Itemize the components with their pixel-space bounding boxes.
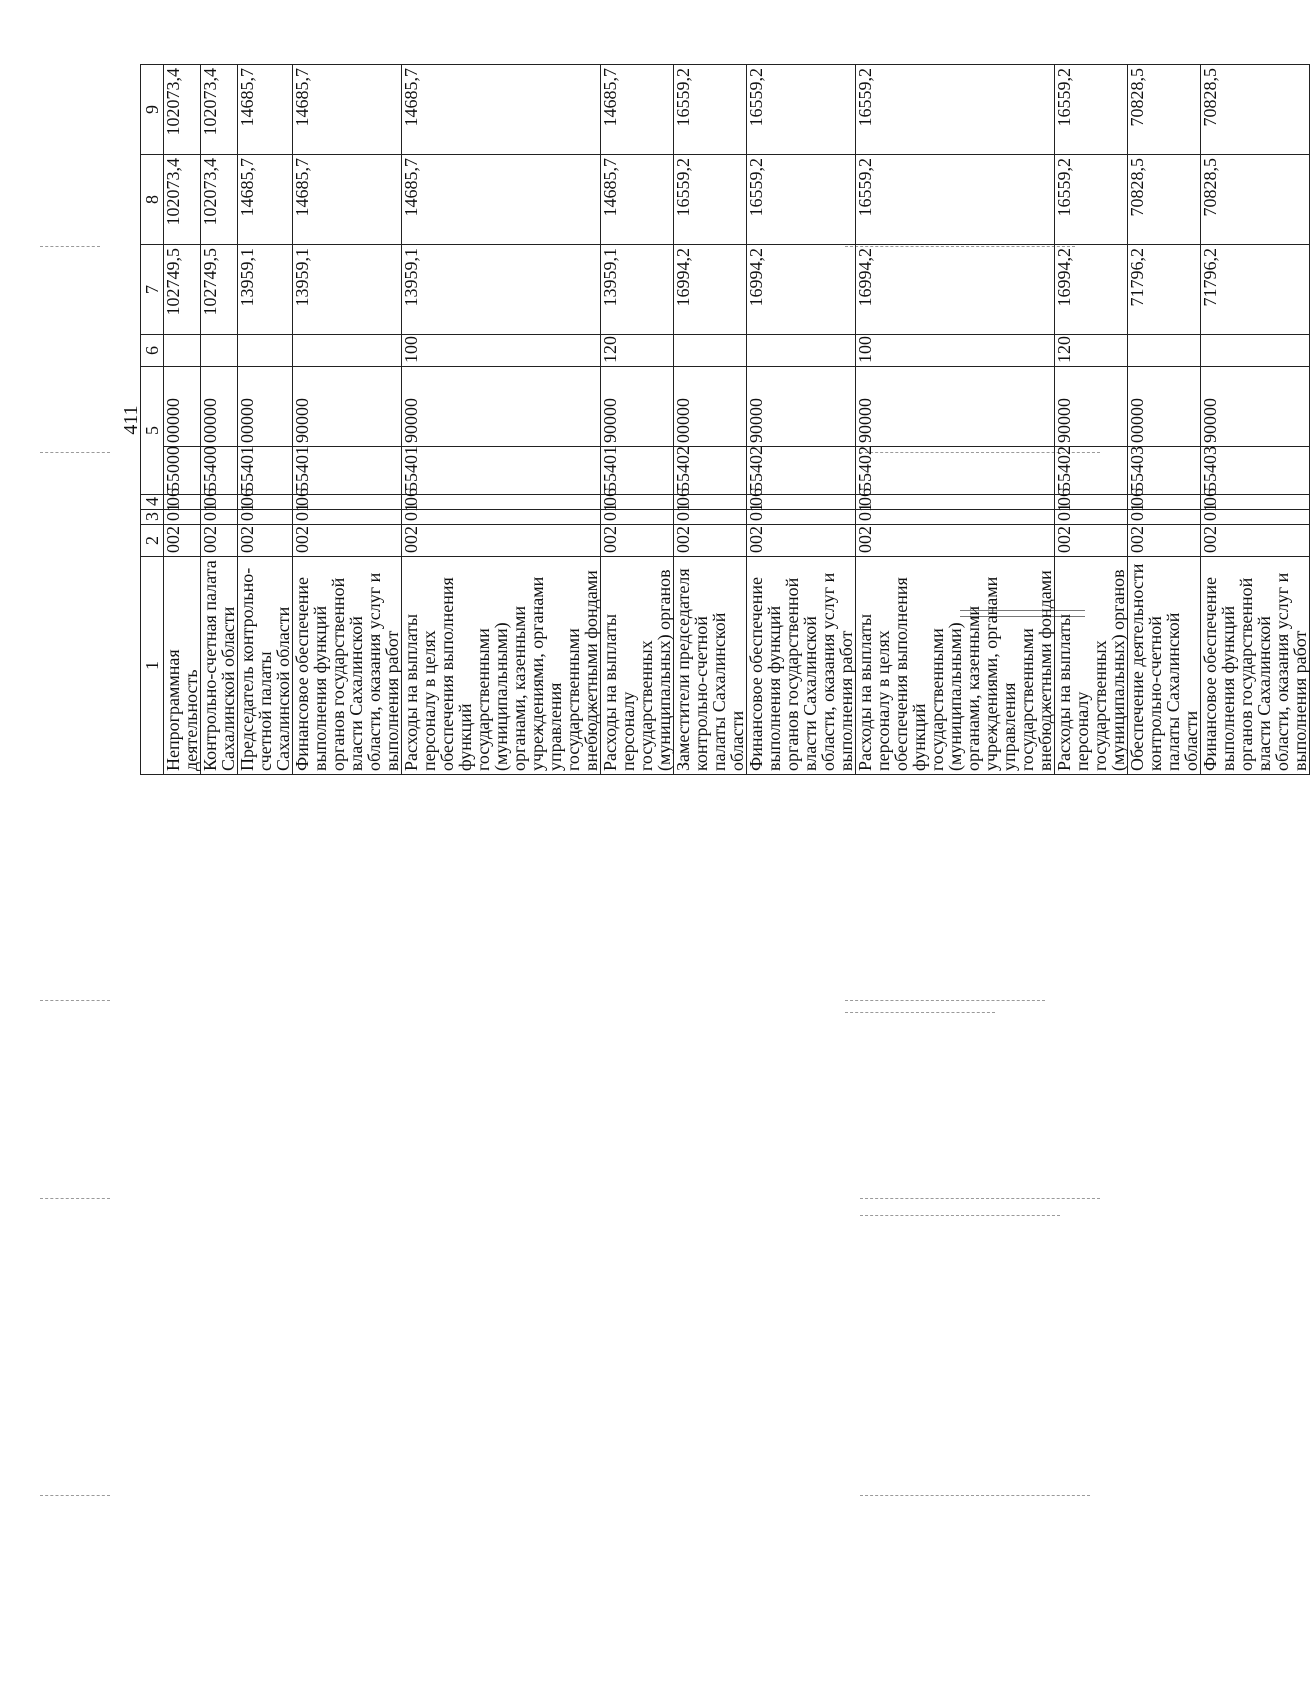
row-c4: 06 — [1055, 495, 1128, 510]
row-c9: 70828,5 — [1128, 65, 1201, 155]
row-c9: 14685,7 — [402, 65, 601, 155]
row-c2: 002 — [201, 525, 238, 557]
row-c7: 13959,1 — [601, 245, 674, 335]
row-c4: 06 — [164, 495, 201, 510]
row-name: Расходы на выплаты персоналу государственных (муниципальных) органов — [601, 557, 674, 775]
row-c5b: 90000 — [747, 367, 856, 447]
row-c5a: 55000 — [164, 447, 201, 495]
row-c4: 06 — [293, 495, 402, 510]
row-c7: 102749,5 — [201, 245, 238, 335]
table-row — [201, 65, 238, 775]
row-c3: 01 — [747, 510, 856, 525]
row-c4: 06 — [238, 495, 293, 510]
row-c8: 70828,5 — [1201, 155, 1310, 245]
row-c4: 06 — [601, 495, 674, 510]
table-row — [856, 65, 1055, 775]
table-row — [674, 65, 747, 775]
row-c9: 14685,7 — [238, 65, 293, 155]
row-c5a: 55402 — [747, 447, 856, 495]
row-c8: 14685,7 — [402, 155, 601, 245]
row-c3: 01 — [1128, 510, 1201, 525]
row-c6 — [201, 335, 238, 367]
row-c6: 120 — [1055, 335, 1128, 367]
row-c3: 01 — [601, 510, 674, 525]
scan-line — [40, 1495, 110, 1496]
table-row — [402, 65, 601, 775]
row-c9: 70828,5 — [1201, 65, 1310, 155]
row-c4: 06 — [1201, 495, 1310, 510]
budget-table — [140, 64, 1310, 775]
row-c7: 16994,2 — [1055, 245, 1128, 335]
row-c6 — [293, 335, 402, 367]
row-c2: 002 — [402, 525, 601, 557]
row-c5a: 55400 — [201, 447, 238, 495]
row-c5a: 55402 — [856, 447, 1055, 495]
row-c5a: 55402 — [1055, 447, 1128, 495]
row-c7: 13959,1 — [402, 245, 601, 335]
table-row — [1055, 65, 1128, 775]
table-row — [1201, 65, 1310, 775]
row-c5a: 55401 — [601, 447, 674, 495]
row-c5b: 00000 — [201, 367, 238, 447]
row-c5a: 55403 — [1128, 447, 1201, 495]
row-c3: 01 — [1055, 510, 1128, 525]
header-cell: 2 — [141, 525, 164, 557]
header-cell: 3 — [141, 510, 164, 525]
row-c4: 06 — [856, 495, 1055, 510]
row-name: Контрольно-счетная палата Сахалинской области — [201, 557, 238, 775]
row-c6 — [1128, 335, 1201, 367]
row-c3: 01 — [164, 510, 201, 525]
header-cell: 8 — [141, 155, 164, 245]
row-c9: 16559,2 — [856, 65, 1055, 155]
row-c4: 06 — [674, 495, 747, 510]
page-number: 411 — [120, 405, 142, 435]
row-c5a: 55403 — [1201, 447, 1310, 495]
table-row — [238, 65, 293, 775]
row-c9: 16559,2 — [674, 65, 747, 155]
row-c7: 16994,2 — [747, 245, 856, 335]
row-c2: 002 — [1128, 525, 1201, 557]
row-c7: 13959,1 — [238, 245, 293, 335]
row-c9: 102073,4 — [201, 65, 238, 155]
row-c8: 16559,2 — [1055, 155, 1128, 245]
header-cell: 1 — [141, 557, 164, 775]
row-name: Расходы на выплаты персоналу государственных (муниципальных) органов — [1055, 557, 1128, 775]
row-c6 — [747, 335, 856, 367]
scan-line — [845, 1000, 1045, 1001]
row-c5b: 90000 — [1055, 367, 1128, 447]
row-c4: 06 — [1128, 495, 1201, 510]
scan-line — [860, 1495, 1090, 1496]
scan-line — [860, 1215, 1060, 1216]
header-cell: 9 — [141, 65, 164, 155]
row-c3: 01 — [402, 510, 601, 525]
table-row — [293, 65, 402, 775]
header-row — [141, 65, 164, 775]
row-c8: 14685,7 — [293, 155, 402, 245]
row-name: Финансовое обеспечение выполнения функций органов государственной власти Сахалинской области, оказания услуг и выполнения работ — [747, 557, 856, 775]
row-c7: 16994,2 — [674, 245, 747, 335]
row-c2: 002 — [1201, 525, 1310, 557]
row-c9: 16559,2 — [1055, 65, 1128, 155]
row-c2: 002 — [293, 525, 402, 557]
row-c5a: 55401 — [293, 447, 402, 495]
row-c5b: 00000 — [164, 367, 201, 447]
table-body — [164, 65, 1310, 775]
row-c8: 14685,7 — [238, 155, 293, 245]
row-name: Заместители председателя контрольно-счетной палаты Сахалинской области — [674, 557, 747, 775]
row-c2: 002 — [747, 525, 856, 557]
scan-line — [860, 1198, 1100, 1199]
row-c4: 06 — [747, 495, 856, 510]
scan-line — [845, 1012, 995, 1013]
row-c2: 002 — [164, 525, 201, 557]
row-c5a: 55401 — [402, 447, 601, 495]
row-c6: 100 — [402, 335, 601, 367]
row-c2: 002 — [601, 525, 674, 557]
row-c3: 01 — [201, 510, 238, 525]
row-c7: 16994,2 — [856, 245, 1055, 335]
header-cell: 6 — [141, 335, 164, 367]
header-cell: 5 — [141, 367, 164, 495]
row-c5b: 00000 — [674, 367, 747, 447]
row-c5b: 90000 — [293, 367, 402, 447]
row-c9: 102073,4 — [164, 65, 201, 155]
row-c7: 71796,2 — [1201, 245, 1310, 335]
row-c6 — [1201, 335, 1310, 367]
row-c8: 102073,4 — [201, 155, 238, 245]
row-c9: 16559,2 — [747, 65, 856, 155]
table-row — [747, 65, 856, 775]
scan-line — [40, 246, 100, 247]
table-row — [164, 65, 201, 775]
row-c3: 01 — [856, 510, 1055, 525]
row-c6 — [674, 335, 747, 367]
row-name: Обеспечение деятельности контрольно-счетной палаты Сахалинской области — [1128, 557, 1201, 775]
row-c8: 16559,2 — [674, 155, 747, 245]
row-c8: 14685,7 — [601, 155, 674, 245]
row-name: Расходы на выплаты персоналу в целях обеспечения выполнения функций государственными (муниципальными) органами, казенными учреждениями, органами управления государственными внебюджетными фондами — [856, 557, 1055, 775]
row-c8: 102073,4 — [164, 155, 201, 245]
row-c2: 002 — [1055, 525, 1128, 557]
row-name: Финансовое обеспечение выполнения функций органов государственной власти Сахалинской области, оказания услуг и выполнения работ — [293, 557, 402, 775]
row-c7: 102749,5 — [164, 245, 201, 335]
row-c5b: 00000 — [238, 367, 293, 447]
row-c8: 16559,2 — [856, 155, 1055, 245]
row-c7: 13959,1 — [293, 245, 402, 335]
row-c2: 002 — [856, 525, 1055, 557]
header-cell: 7 — [141, 245, 164, 335]
row-c2: 002 — [238, 525, 293, 557]
table-row — [1128, 65, 1201, 775]
row-name: Расходы на выплаты персоналу в целях обеспечения выполнения функций государственными (муниципальными) органами, казенными учреждениями, органами управления государственными внебюджетными фондами — [402, 557, 601, 775]
row-c9: 14685,7 — [293, 65, 402, 155]
scan-line — [40, 1000, 110, 1001]
scan-line — [40, 1198, 110, 1199]
row-c8: 70828,5 — [1128, 155, 1201, 245]
row-name: Финансовое обеспечение выполнения функций органов государственной власти Сахалинской области, оказания услуг и выполнения работ — [1201, 557, 1310, 775]
row-c7: 71796,2 — [1128, 245, 1201, 335]
row-c5a: 55401 — [238, 447, 293, 495]
table-row — [601, 65, 674, 775]
scan-line — [40, 452, 110, 453]
row-c2: 002 — [674, 525, 747, 557]
rotated-page — [120, 65, 1310, 775]
row-c3: 01 — [674, 510, 747, 525]
row-c6: 100 — [856, 335, 1055, 367]
header-cell: 4 — [141, 495, 164, 510]
row-c5b: 90000 — [1201, 367, 1310, 447]
row-c4: 06 — [201, 495, 238, 510]
row-c5b: 00000 — [1128, 367, 1201, 447]
row-name: Непрограммная деятельность — [164, 557, 201, 775]
row-c3: 01 — [293, 510, 402, 525]
row-c5b: 90000 — [402, 367, 601, 447]
row-c6: 120 — [601, 335, 674, 367]
row-c8: 16559,2 — [747, 155, 856, 245]
row-name: Председатель контрольно-счетной палаты Сахалинской области — [238, 557, 293, 775]
row-c5b: 90000 — [601, 367, 674, 447]
row-c3: 01 — [1201, 510, 1310, 525]
row-c9: 14685,7 — [601, 65, 674, 155]
row-c5a: 55402 — [674, 447, 747, 495]
row-c3: 01 — [238, 510, 293, 525]
row-c4: 06 — [402, 495, 601, 510]
row-c6 — [238, 335, 293, 367]
row-c5b: 90000 — [856, 367, 1055, 447]
row-c6 — [164, 335, 201, 367]
